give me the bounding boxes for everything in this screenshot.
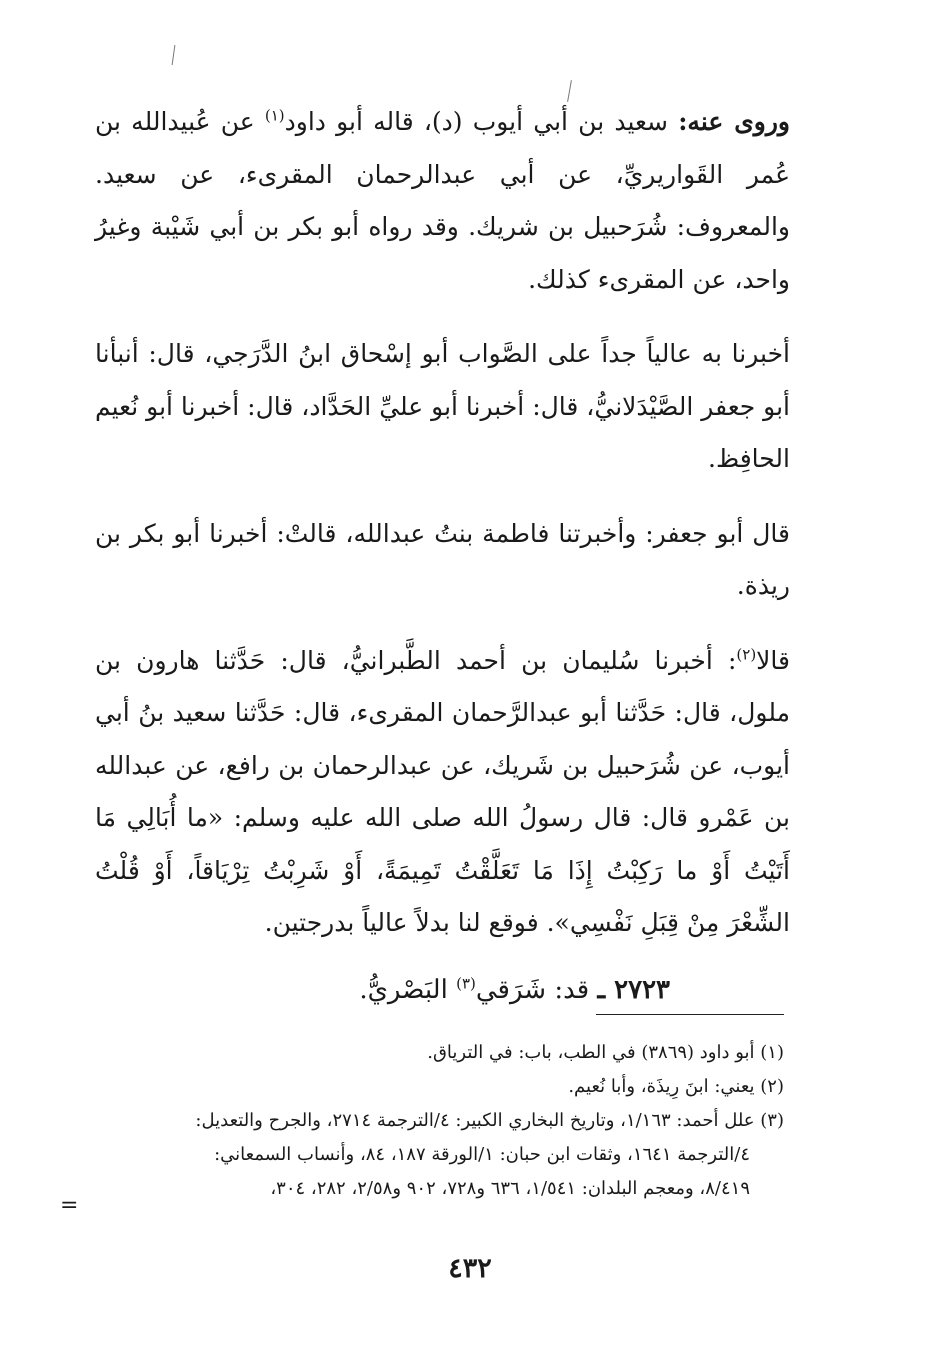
page-number: ٤٣٢	[448, 1253, 492, 1284]
footnote-ref: (٣)	[456, 973, 476, 992]
footnote-marker: (٢)	[760, 1076, 784, 1097]
entry-text: البَصْريُّ.	[359, 974, 448, 1005]
biography-entry	[95, 964, 790, 1017]
entry-text: قد: شَرَقي	[475, 974, 590, 1005]
main-text	[95, 96, 790, 1016]
footnote	[92, 1070, 784, 1104]
footnote-text: يعني: ابنَ رِيذَة، وأبا نُعيم.	[568, 1076, 755, 1097]
paragraph-text: : أخبرنا سُليمان بن أحمد الطَّبرانيُّ، قال: حَدَّثنا هارون بن ملول، قال: حَدَّثنا أبو عبدالرَّحمان المقرىء، قال: حَدَّثنا سعيد بنُ أبي أيوب، عن شُرَحبيل بن شَريك، عن عبدالرحمان بن رافع، عن عبدالله بن عَمْرو قال: قال رسولُ الله صلى الله عليه وسلم: «ما أُبَالِي مَا أَتَيْتُ أَوْ ما رَكِبْتُ إِذَا مَا تَعَلَّقْتُ تَمِيمَةً، أَوْ شَرِبْتُ تِرْيَاقاً، أَوْ قُلْتُ الشِّعْرَ مِنْ قِبَلِ نَفْسِي». فوقع لنا بدلاً عالياً بدرجتين.	[95, 645, 790, 937]
footnote-marker: (١)	[760, 1042, 784, 1063]
paragraph-isnad	[95, 328, 790, 486]
footnote	[92, 1036, 784, 1070]
entry-number: ٢٧٢٣ ـ	[597, 974, 670, 1005]
paragraph-text: أخبرنا به عالياً جداً على الصَّواب أبو إسْحاق ابنُ الدَّرَجي، قال: أنبأنا أبو جعفر الصَّيْدَلانيُّ، قال: أخبرنا أبو عليِّ الحَدَّاد، قال: أخبرنا أبو نُعيم الحافِظ.	[95, 339, 790, 473]
footnote-ref: (٢)	[736, 645, 757, 664]
paragraph-text: عن عُبيدالله بن عُمر القَواريريِّ، عن أبي عبدالرحمان المقرىء، عن سعيد. والمعروف: شُرَحبيل بن شريك. وقد رواه أبو بكر بن أبي شَيْبة وغيرُ واحد، عن المقرىء كذلك.	[95, 107, 790, 294]
paragraph-lead: قالا	[756, 645, 790, 675]
footnote-text: أبو داود (٣٨٦٩) في الطب، باب: في الترياق.	[427, 1042, 755, 1063]
footnote-text: علل أحمد: ١/١٦٣، وتاريخ البخاري الكبير: ٤/الترجمة ٢٧١٤، والجرح والتعديل:	[195, 1110, 755, 1131]
footnote-marker: (٣)	[760, 1110, 784, 1131]
footnote-separator	[596, 1014, 784, 1015]
footnote-continuation: ٤/الترجمة ١٦٤١، وثقات ابن حبان: ١/الورقة ١٨٧، ٨٤، وأنساب السمعاني:	[214, 1144, 750, 1165]
paragraph-lead: وروى عنه:	[678, 107, 790, 136]
footnote	[92, 1104, 784, 1138]
paragraph-text: قال أبو جعفر: وأخبرتنا فاطمة بنتُ عبدالله، قالتْ: أخبرنا أبو بكر بن ريذة.	[95, 518, 790, 600]
paragraph-narrators	[95, 96, 790, 306]
paragraph-text: سعيد بن أبي أيوب (د)، قاله أبو داود	[284, 107, 668, 136]
stray-mark	[172, 45, 176, 65]
footnote-continuation: ٨/٤١٩، ومعجم البلدان: ١/٥٤١، ٦٣٦ و٧٢٨، ٩٠٢ و٢/٥٨، ٢٨٢، ٣٠٤،	[270, 1178, 750, 1199]
continuation-mark: =	[60, 1193, 79, 1218]
paragraph-hadith	[95, 635, 790, 950]
paragraph-isnad	[95, 508, 790, 613]
footnotes	[92, 1036, 784, 1206]
footnote-ref: (١)	[264, 106, 285, 125]
